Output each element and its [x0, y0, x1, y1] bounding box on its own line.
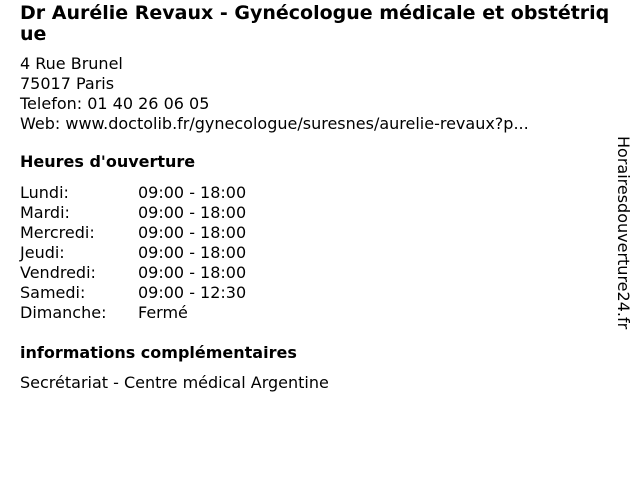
address-block: [20, 54, 614, 134]
day-time: 09:00 - 18:00: [138, 183, 247, 202]
day-label: Samedi:: [20, 283, 86, 302]
day-time: Fermé: [138, 303, 188, 322]
hours-row-saturday: [20, 283, 614, 303]
hours-row-friday: [20, 263, 614, 283]
city-address: 75017 Paris: [20, 74, 115, 93]
day-label: Vendredi:: [20, 263, 96, 282]
additional-info-heading: informations complémentaires: [20, 343, 297, 362]
opening-hours-heading: Heures d'ouverture: [20, 152, 196, 171]
opening-hours-list: [20, 183, 614, 323]
day-label: Lundi:: [20, 183, 69, 202]
day-time: 09:00 - 18:00: [138, 243, 247, 262]
day-label: Mardi:: [20, 203, 70, 222]
day-time: 09:00 - 18:00: [138, 203, 247, 222]
practice-card: [20, 3, 614, 393]
hours-row-wednesday: [20, 223, 614, 243]
day-time: 09:00 - 18:00: [138, 223, 247, 242]
day-label: Mercredi:: [20, 223, 95, 242]
street-address: 4 Rue Brunel: [20, 54, 123, 73]
hours-row-thursday: [20, 243, 614, 263]
day-time: 09:00 - 18:00: [138, 263, 247, 282]
hours-row-sunday: [20, 303, 614, 323]
hours-row-monday: [20, 183, 614, 203]
site-watermark: Horairesdouverture24.fr: [614, 136, 633, 330]
website-link[interactable]: Web: www.doctolib.fr/gynecologue/suresnes/aurelie-revaux?p...: [20, 114, 529, 133]
additional-info-text: Secrétariat - Centre médical Argentine: [20, 373, 329, 392]
day-label: Dimanche:: [20, 303, 107, 322]
day-time: 09:00 - 12:30: [138, 283, 247, 302]
page-title: Dr Aurélie Revaux - Gynécologue médicale et obstétrique: [20, 2, 610, 45]
hours-row-tuesday: [20, 203, 614, 223]
day-label: Jeudi:: [20, 243, 65, 262]
phone-number: Telefon: 01 40 26 06 05: [20, 94, 210, 113]
